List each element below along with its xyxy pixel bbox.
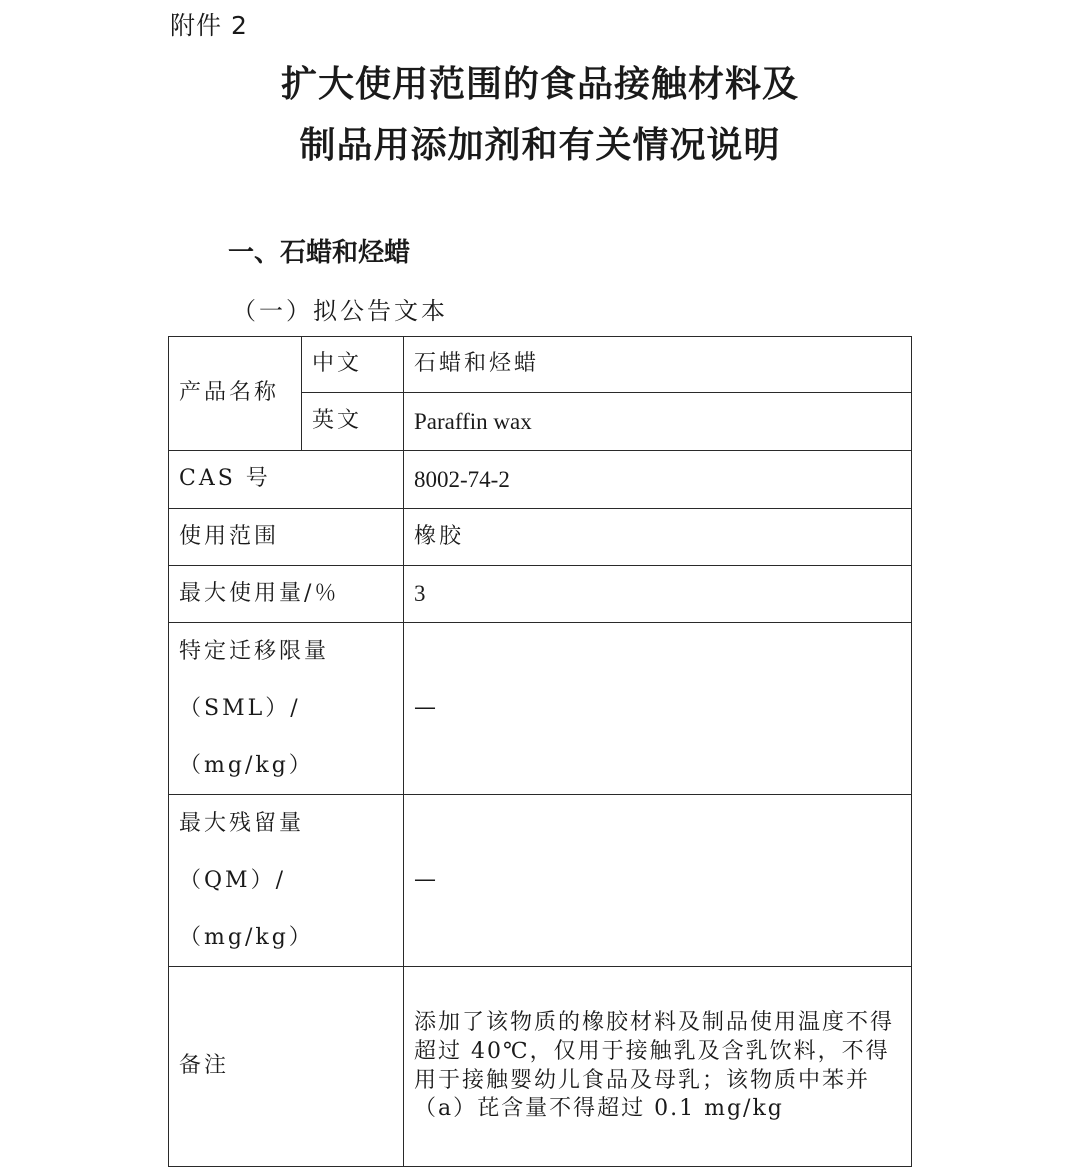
table-row bbox=[169, 451, 912, 509]
table-row bbox=[169, 795, 912, 967]
attachment-label: 附件 2 bbox=[170, 11, 248, 40]
max-usage-label: 最大使用量/％ bbox=[169, 566, 404, 623]
remark-label: 备注 bbox=[169, 967, 404, 1167]
english-name-value: Paraffin wax bbox=[404, 393, 912, 451]
usage-scope-value: 橡胶 bbox=[404, 509, 912, 566]
product-name-label: 产品名称 bbox=[169, 337, 302, 451]
cas-value: 8002-74-2 bbox=[404, 451, 912, 509]
sml-label-line-1: 特定迁移限量 bbox=[179, 639, 330, 664]
chinese-name-label: 中文 bbox=[302, 337, 404, 393]
remark-value: 添加了该物质的橡胶材料及制品使用温度不得超过 40℃，仅用于接触乳及含乳饮料，不得用于接触婴幼儿食品及母乳；该物质中苯并（a）芘含量不得超过 0.1 mg/kg bbox=[404, 967, 912, 1167]
table-row bbox=[169, 337, 912, 393]
table-row bbox=[169, 967, 912, 1167]
table-row bbox=[169, 566, 912, 623]
table-row bbox=[169, 623, 912, 795]
qm-value: — bbox=[404, 795, 912, 967]
english-name-label: 英文 bbox=[302, 393, 404, 451]
document-title-line-1: 扩大使用范围的食品接触材料及 bbox=[280, 64, 799, 105]
max-usage-value: 3 bbox=[404, 566, 912, 623]
chinese-name-value: 石蜡和烃蜡 bbox=[404, 337, 912, 393]
sml-label-line-2: （SML）/（mg/kg） bbox=[179, 696, 314, 778]
specification-table bbox=[168, 336, 912, 1167]
usage-scope-label: 使用范围 bbox=[169, 509, 404, 566]
sml-value: — bbox=[404, 623, 912, 795]
qm-label-line-1: 最大残留量 bbox=[179, 811, 305, 836]
cas-label: CAS 号 bbox=[169, 451, 404, 509]
qm-label-line-2: （QM）/（mg/kg） bbox=[179, 868, 314, 950]
document-title-line-2: 制品用添加剂和有关情况说明 bbox=[299, 125, 781, 166]
table-row bbox=[169, 509, 912, 566]
qm-label bbox=[169, 795, 404, 967]
sml-label bbox=[169, 623, 404, 795]
sub-heading: （一）拟公告文本 bbox=[232, 297, 448, 325]
section-heading: 一、石蜡和烃蜡 bbox=[228, 238, 411, 268]
